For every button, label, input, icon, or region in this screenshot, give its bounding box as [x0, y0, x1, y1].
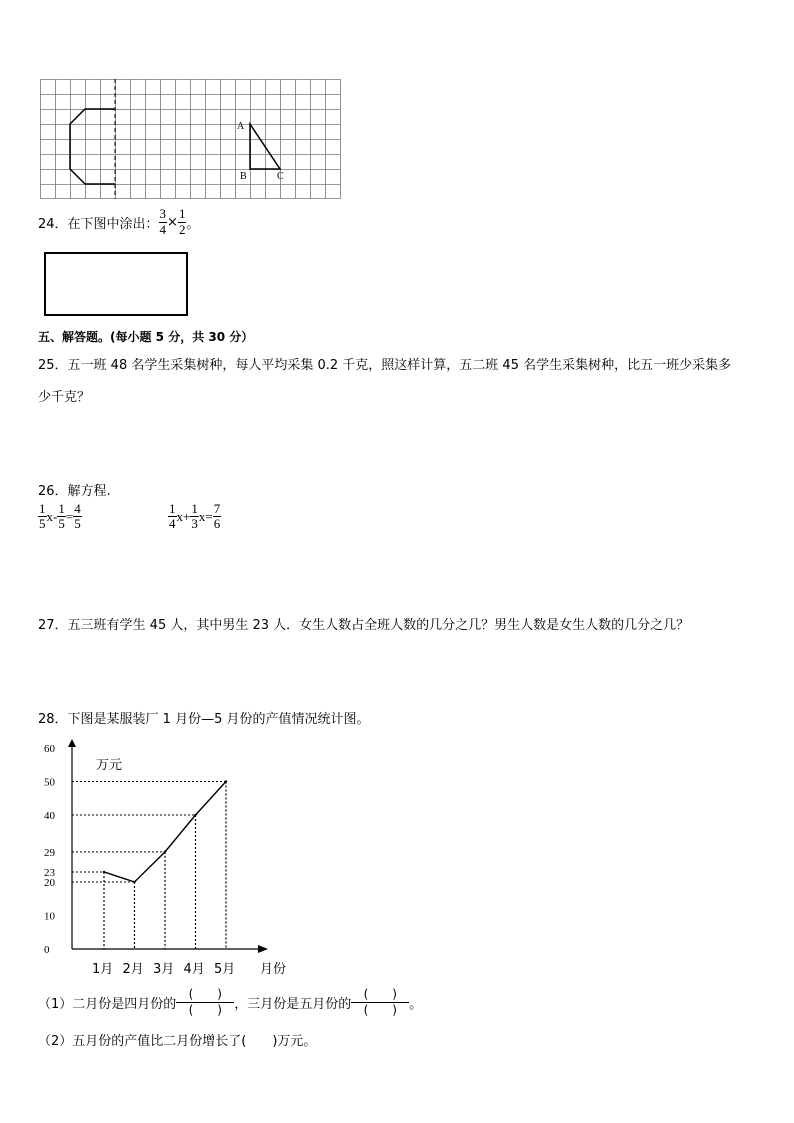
x-tick-label: 3月	[153, 962, 175, 977]
eq1-c-den: 5	[74, 516, 81, 532]
q27-text: 27．五三班有学生 45 人，其中男生 23 人．女生人数占全班人数的几分之几？男生人数是女生人数的几分之几？	[38, 618, 690, 633]
eq2-op2: x=	[198, 508, 213, 524]
eq1-eq: =	[65, 508, 74, 524]
eq2-frac-c	[213, 502, 222, 532]
blank-2-den: ( )	[363, 1002, 397, 1017]
q24-prefix: 24．在下图中涂出：	[38, 216, 159, 232]
x-tick-label: 2月	[122, 962, 144, 977]
q26-equation1	[38, 502, 82, 532]
eq2-frac-a	[168, 502, 177, 532]
y-tick-label: 40	[44, 810, 55, 822]
y-tick-label: 23	[44, 866, 55, 879]
eq2-b-num: 1	[191, 501, 198, 516]
q24-frac1-den: 4	[159, 221, 167, 237]
half-shape	[70, 109, 115, 184]
q24-line	[38, 204, 199, 240]
eq1-op1: x-	[46, 508, 58, 524]
series-line	[104, 782, 226, 883]
q28-sub1-suffix: 。	[409, 996, 423, 1012]
answer-blank-1[interactable]	[176, 987, 234, 1017]
data-point	[103, 871, 105, 873]
y-tick-label: 10	[44, 910, 55, 923]
q24-frac1-num: 3	[159, 206, 167, 222]
eq1-a-num: 1	[39, 501, 46, 516]
eq1-b-num: 1	[58, 501, 65, 516]
shading-rectangle[interactable]	[44, 252, 188, 316]
q28-text: 28．下图是某服装厂 1 月份—5 月份的产值情况统计图。	[38, 712, 370, 727]
q25-line2: 少千克？	[38, 390, 91, 405]
blank-1-den: ( )	[188, 1002, 222, 1017]
q28-sub1-mid: ，三月份是五月份的	[234, 996, 352, 1012]
label-c: C	[277, 171, 284, 182]
data-point	[194, 814, 196, 816]
eq2-op1: x+	[176, 508, 191, 524]
q24-frac1	[159, 207, 168, 237]
x-tick-label: 1月	[92, 962, 114, 977]
eq2-b-den: 3	[191, 516, 198, 532]
q28-sub1-prefix: （1）二月份是四月份的	[38, 996, 177, 1012]
eq1-a-den: 5	[39, 516, 46, 532]
eq1-frac-b	[57, 502, 66, 532]
eq1-frac-a	[38, 502, 47, 532]
q24-times: ×	[167, 214, 178, 230]
y-tick-label: 0	[44, 944, 50, 956]
q26-title: 26．解方程.	[38, 484, 111, 499]
y-tick-label: 20	[44, 877, 55, 889]
eq1-frac-c	[73, 502, 82, 532]
y-axis-unit-label: 万元	[96, 758, 123, 773]
q24-frac2	[178, 207, 187, 237]
eq1-b-den: 5	[58, 516, 65, 532]
y-tick-label: 29	[44, 846, 55, 859]
data-point	[133, 881, 135, 883]
y-tick-label: 60	[44, 743, 55, 755]
line-chart	[30, 735, 310, 985]
triangle-abc	[250, 124, 280, 169]
section5-title: 五、解答题。(每小题 5 分，共 30 分）	[38, 330, 254, 344]
eq2-c-num: 7	[213, 501, 221, 516]
data-point	[225, 780, 227, 782]
q28-sub2: （2）五月份的产值比二月份增长了( )万元。	[38, 1034, 317, 1049]
eq2-frac-b	[190, 502, 199, 532]
label-a: A	[237, 121, 245, 132]
q26-equation2	[168, 502, 221, 532]
blank-2-num: ( )	[351, 987, 409, 1002]
q28-sub1	[38, 984, 422, 1020]
x-tick-label: 4月	[183, 962, 205, 977]
eq2-c-den: 6	[213, 516, 221, 532]
q24-frac2-den: 2	[178, 221, 186, 237]
answer-blank-2[interactable]	[351, 987, 409, 1017]
q25-line1: 25．五一班 48 名学生采集树种，每人平均采集 0.2 千克，照这样计算，五二班 45 名学生采集树种，比五一班少采集多	[38, 358, 732, 373]
y-tick-label: 50	[44, 776, 55, 789]
q24-frac2-num: 1	[178, 206, 186, 222]
x-axis-label: 月份	[260, 962, 287, 977]
data-point	[164, 851, 166, 853]
eq1-c-num: 4	[74, 501, 81, 516]
y-axis-arrow	[68, 739, 76, 747]
eq2-a-num: 1	[169, 501, 176, 516]
x-tick-label: 5月	[214, 962, 236, 977]
label-b: B	[240, 171, 247, 182]
grid-figure	[40, 79, 342, 199]
eq2-a-den: 4	[169, 516, 176, 532]
x-axis-arrow	[258, 945, 268, 953]
blank-1-num: ( )	[176, 987, 234, 1002]
q24-suffix: 。	[186, 216, 200, 232]
